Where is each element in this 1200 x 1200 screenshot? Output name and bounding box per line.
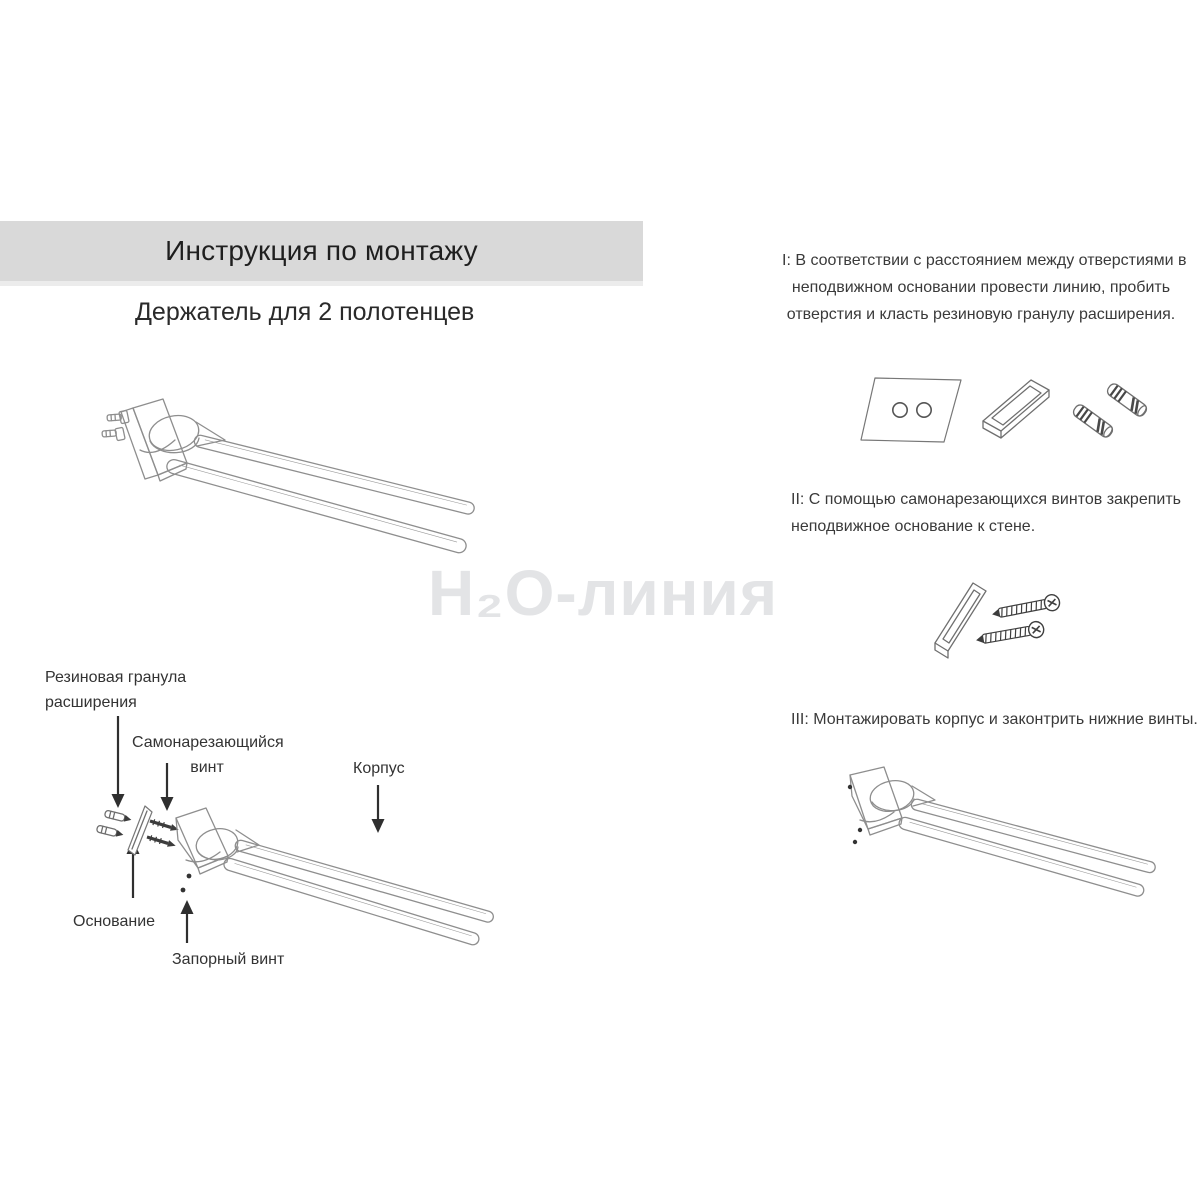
title-banner: [0, 221, 643, 286]
drill-template-shape: [861, 378, 961, 442]
arrow-up-icon: [181, 900, 194, 943]
page-title: Инструкция по монтажу: [165, 235, 478, 266]
label-body: Корпус: [353, 760, 405, 777]
self-tapping-screw-shape: [975, 620, 1045, 648]
fixed-base-shape: [935, 583, 986, 658]
towel-bar-shape: [165, 458, 467, 554]
holder-body-shape: [850, 767, 1156, 898]
step-2-text: II: С помощью самонарезающихся винтов закрепить неподвижное основание к стене.: [791, 491, 1181, 535]
locking-screw-dots: [181, 874, 192, 893]
rubber-plug-shape: [1071, 403, 1114, 439]
holder-body-shape: [176, 808, 495, 946]
locking-screw-dots: [848, 785, 862, 844]
pivot-cap-shape: [146, 411, 225, 455]
towel-bar-shape: [193, 434, 475, 515]
label-self-tapping-screw: Самонарезающийся винт: [132, 734, 284, 776]
step-3-illustration: [840, 758, 1200, 910]
label-rubber-granule: Резиновая гранула расширения: [45, 669, 187, 711]
self-tapping-screw-shape: [991, 593, 1061, 622]
label-base: Основание: [73, 913, 156, 930]
mount-block-shape: [121, 399, 187, 481]
screw-shape: [149, 818, 180, 833]
exploded-view-illustration: [40, 700, 540, 980]
wall-pin-icon: [102, 410, 129, 440]
arrow-down-icon: [372, 785, 385, 833]
screw-shape: [146, 834, 177, 849]
watermark-text: H₂O-линия: [427, 557, 779, 629]
page-subtitle: Держатель для 2 полотенцев: [135, 298, 475, 326]
step-3-text: III: Монтажировать корпус и законтрить нижние винты.: [791, 711, 1198, 728]
step-1-text: I: В соответствии с расстоянием между отверстиями в неподвижном основании провести линию, пробить отверстия и класть резиновую гранулу расширения.: [782, 252, 1187, 323]
base-plate-shape: [128, 806, 152, 855]
step-1-illustration: [855, 363, 1165, 468]
towel-holder-overview-illustration: [85, 388, 505, 583]
arrow-down-icon: [112, 716, 125, 808]
rubber-plug-shape: [104, 810, 132, 823]
rubber-plug-shape: [1105, 382, 1148, 418]
step-2-illustration: [915, 570, 1080, 665]
label-locking-screw: Запорный винт: [172, 951, 285, 968]
rubber-plug-shape: [96, 825, 124, 838]
fixed-base-shape: [983, 380, 1049, 438]
